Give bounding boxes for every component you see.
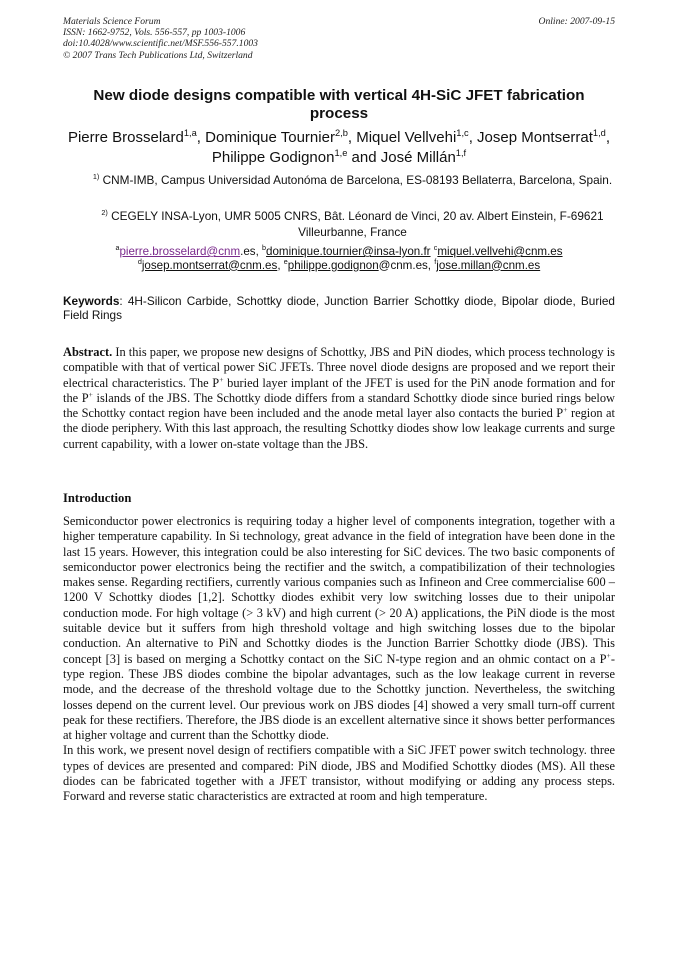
email-link-b[interactable]: dominique.tournier@insa-lyon.fr xyxy=(266,245,431,258)
paragraph: In this work, we present novel design of rectifiers compatible with a SiC JFET power switch technology. three types of devices are presented and compared: PiN diode, JBS and Modified Schottky diodes (MS). All these diodes can be fabricated together with a JFET transistor, without modifying or adding any process steps. Forward and reverse static characteristics are extracted at room and high temperature. xyxy=(63,743,615,804)
email-link-d[interactable]: josep.montserrat@cnm.es xyxy=(141,258,278,272)
journal-header xyxy=(63,16,615,61)
abstract-text: islands of the JBS. The Schottky diode differs from a standard Schottky diode since buried rings below the Schottky contact region have been included and the anode metal layer also contacts the buried P xyxy=(63,390,615,421)
keywords-block xyxy=(63,294,615,323)
author-list xyxy=(63,128,615,168)
journal-name: Materials Science Forum xyxy=(63,16,161,27)
author-name: Miquel Vellvehi xyxy=(356,129,457,146)
paper-title: New diode designs compatible with vertical 4H-SiC JFET fabrication process xyxy=(93,87,585,122)
email-marker: e xyxy=(283,256,288,266)
email-marker: a xyxy=(115,243,120,253)
affiliation-2 xyxy=(90,208,615,240)
email-link-e[interactable]: philippe.godignon xyxy=(287,258,379,272)
email-link-f[interactable]: jose.millan@cnm.es xyxy=(436,258,541,272)
author-separator: , xyxy=(196,129,206,146)
keywords-text: : 4H-Silicon Carbide, Schottky diode, Junction Barrier Schottky diode, Bipolar diode, Buried Field Rings xyxy=(63,294,615,323)
email-text: , xyxy=(277,258,284,272)
online-date: Online: 2007-09-15 xyxy=(538,16,615,27)
abstract-block xyxy=(63,345,615,452)
author-affiliation-marker: 1,d xyxy=(592,128,606,138)
email-link-c[interactable]: miquel.vellvehi@cnm.es xyxy=(437,245,563,258)
author-affiliation-marker: 1,f xyxy=(455,148,467,158)
affiliation-text: CNM-IMB, Campus Universidad Autonóma de Barcelona, ES-08193 Bellaterra, Barcelona, Spain. xyxy=(102,173,613,187)
copyright-line: © 2007 Trans Tech Publications Ltd, Switzerland xyxy=(63,49,253,61)
author-affiliation-marker: 1,a xyxy=(183,128,197,138)
paragraph xyxy=(63,514,615,743)
author-affiliation-marker: 2,b xyxy=(334,128,348,138)
paragraph-text: Semiconductor power electronics is requiring today a higher level of components integration, together with a higher temperature capability. In Si technology, great advance in the field of integration have been done in the last 15 years. However, this integration could be also interesting for SiC devices. The two basic components of semiconductor power electronics being the rectifier and the switch, a compatibilization of their technologies makes sense. Regarding rectifiers, currently various companies such as Infineon and Cree commercialise 600 – 1200 V Schottky diodes [1,2]. Schottky diodes exhibit very low switching losses due to their unipolar conduction mode. For high voltage (> 3 kV) and high current (> 20 A) applications, the PiN diode is the most suitable device but it suffers from high threshold voltage and high switching losses due to the bipolar conduction. An alternative to PiN and Schottky diodes is the Junction Barrier Schottky diode (JBS). This concept [3] is based on merging a Schottky contact on the SiC N-type region and an ohmic contact on a P xyxy=(63,514,615,666)
email-text: @cnm.es, xyxy=(378,258,435,272)
superscript: + xyxy=(88,389,93,399)
author-affiliation-marker: 1,c xyxy=(456,128,469,138)
keywords-label: Keywords xyxy=(63,294,120,308)
doi-line: doi:10.4028/www.scientific.net/MSF.556-557.1003 xyxy=(63,38,258,50)
author-name: Pierre Brosselard xyxy=(67,129,184,146)
introduction-heading: Introduction xyxy=(63,491,132,505)
email-marker: d xyxy=(137,256,142,266)
superscript: + xyxy=(219,374,224,384)
abstract-text: buried layer implant of the JFET is used for the PiN anode formation and for the P xyxy=(63,375,615,405)
email-marker: c xyxy=(433,243,438,253)
affiliation-1 xyxy=(90,172,615,188)
superscript: + xyxy=(563,405,568,415)
abstract-text: In this paper, we propose new designs of Schottky, JBS and PiN diodes, which process technology is compatible with that of vertical power SiC JFETs. Three novel diode designs are proposed and we report their electrical characteristics. The P xyxy=(63,345,615,390)
author-affiliation-marker: 1,e xyxy=(334,148,348,158)
author-name: Josep Montserrat xyxy=(477,129,593,146)
email-marker: b xyxy=(262,243,267,253)
paragraph-text: -type region. These JBS diodes combine the bipolar advantages, such as the low leakage current in reverse mode, and the decrease of the threshold voltage due to the Schottky junction. Nevertheless, the switching losses depend on the current level. Our previous work on JBS diodes [4] showed a very small turn-off current peak for these rectifiers. Therefore, the JBS diode is an excellent alternative since it shows better performances at higher voltage and current than the Schottky diode. xyxy=(63,651,615,743)
affiliation-text: CEGELY INSA-Lyon, UMR 5005 CNRS, Bât. Léonard de Vinci, 20 av. Albert Einstein, F-69621 Villeurbanne, France xyxy=(111,209,604,239)
superscript: + xyxy=(606,650,611,660)
author-separator: , xyxy=(605,129,611,146)
author-name: Dominique Tournier xyxy=(205,129,335,146)
abstract-text: region at the diode periphery. With this last approach, the resulting Schottky diodes show low leakage currents and surge current capability, with a lower on-state voltage than the JBS. xyxy=(63,406,615,451)
author-name: Philippe Godignon xyxy=(211,149,335,166)
author-separator: and xyxy=(347,149,381,166)
email-marker: f xyxy=(434,256,437,266)
abstract-label: Abstract. xyxy=(63,345,113,359)
introduction-body xyxy=(63,514,615,805)
affiliation-marker: 1) xyxy=(92,172,100,182)
email-list xyxy=(63,245,615,272)
author-separator: , xyxy=(468,129,478,146)
author-name: José Millán xyxy=(380,149,456,166)
author-separator: , xyxy=(347,129,357,146)
email-text: .es, xyxy=(240,245,263,258)
email-link-a[interactable]: pierre.brosselard@cnm xyxy=(119,245,241,258)
affiliation-marker: 2) xyxy=(101,208,108,218)
issn-line: ISSN: 1662-9752, Vols. 556-557, pp 1003-1006 xyxy=(63,27,246,39)
